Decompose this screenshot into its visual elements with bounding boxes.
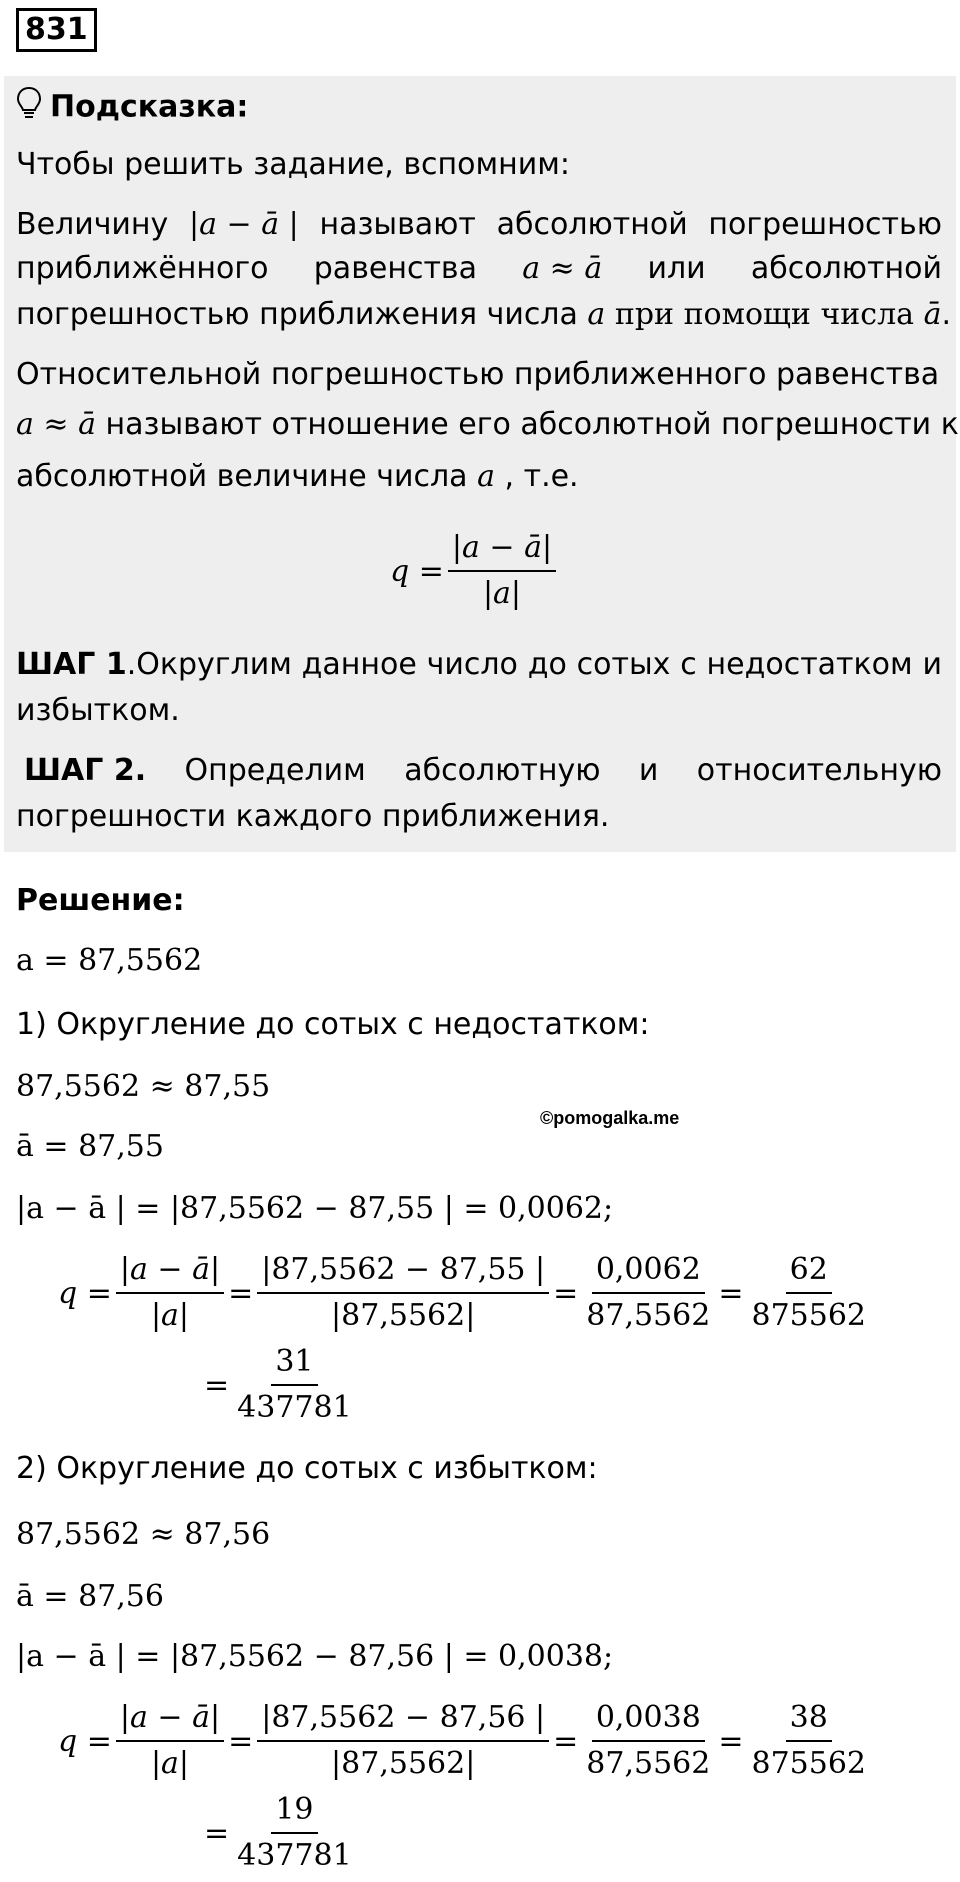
lightbulb-icon bbox=[16, 86, 42, 130]
step2-line2: погрешности каждого приближения. bbox=[16, 799, 610, 834]
hint-para1-line1: Величину |a − ā | называют абсолютной погрешностью bbox=[16, 207, 942, 242]
step2-line1: ШАГ 2. Определим абсолютную и относительную bbox=[24, 753, 942, 788]
case1-q-simplified: = $\frac{31}{437781}$ bbox=[204, 1340, 360, 1430]
hint-rel-line3: абсолютной величине числа a , т.е. bbox=[16, 459, 579, 494]
case2-heading: 2) Округление до сотых с избытком: bbox=[16, 1451, 598, 1486]
hint-rel-line2: a ≈ ā называют отношение его абсолютной погрешности к bbox=[16, 407, 959, 442]
case2-abs-error: |a − ā | = |87,5562 − 87,56 | = 0,0038; bbox=[16, 1639, 614, 1674]
case1-approx: 87,5562 ≈ 87,55 bbox=[16, 1069, 271, 1104]
a-value: a = 87,5562 bbox=[16, 943, 203, 978]
watermark: ©pomogalka.me bbox=[540, 1108, 680, 1128]
hint-formula: q = $\frac{|a - ā|}{|a|}$ bbox=[390, 526, 560, 616]
hint-title-row bbox=[16, 86, 248, 130]
case2-abar: ā = 87,56 bbox=[16, 1579, 164, 1614]
case2-q-equation: q = $\frac{|a - ā|}{|a|}$ = $\frac{|87,5562 - 87,56 |}{|87,5562|}$ = $\frac{0,0038}{87,5562}$ = $\frac{38}{875562}$ bbox=[58, 1696, 874, 1786]
step1-line1: ШАГ 1.Округлим данное число до сотых с недостатком и bbox=[16, 647, 942, 682]
hint-recall: Чтобы решить задание, вспомним: bbox=[16, 147, 570, 182]
formula-fraction: $\frac{|a - ā|}{|a|}$ bbox=[448, 526, 556, 616]
hint-para1-line3: погрешностью приближения числа a при помощи числа ā. bbox=[16, 297, 951, 332]
case2-q-simplified: = $\frac{19}{437781}$ bbox=[204, 1788, 360, 1878]
case2-approx: 87,5562 ≈ 87,56 bbox=[16, 1517, 271, 1552]
case1-q-equation: q = $\frac{|a - ā|}{|a|}$ = $\frac{|87,5562 - 87,55 |}{|87,5562|}$ = $\frac{0,0062}{87,5562}$ = $\frac{62}{875562}$ bbox=[58, 1248, 874, 1338]
case1-abar: ā = 87,55 bbox=[16, 1129, 164, 1164]
hint-title: Подсказка: bbox=[50, 89, 249, 125]
step1-line2: избытком. bbox=[16, 693, 180, 728]
problem-number: 831 bbox=[16, 8, 97, 52]
hint-para1-line2: приближённого равенства a ≈ ā или абсолютной bbox=[16, 251, 942, 286]
hint-rel-line1: Относительной погрешностью приближенного равенства bbox=[16, 357, 940, 392]
case1-abs-error: |a − ā | = |87,5562 − 87,55 | = 0,0062; bbox=[16, 1191, 614, 1226]
solution-title: Решение: bbox=[16, 883, 185, 918]
case1-heading: 1) Округление до сотых с недостатком: bbox=[16, 1007, 650, 1042]
